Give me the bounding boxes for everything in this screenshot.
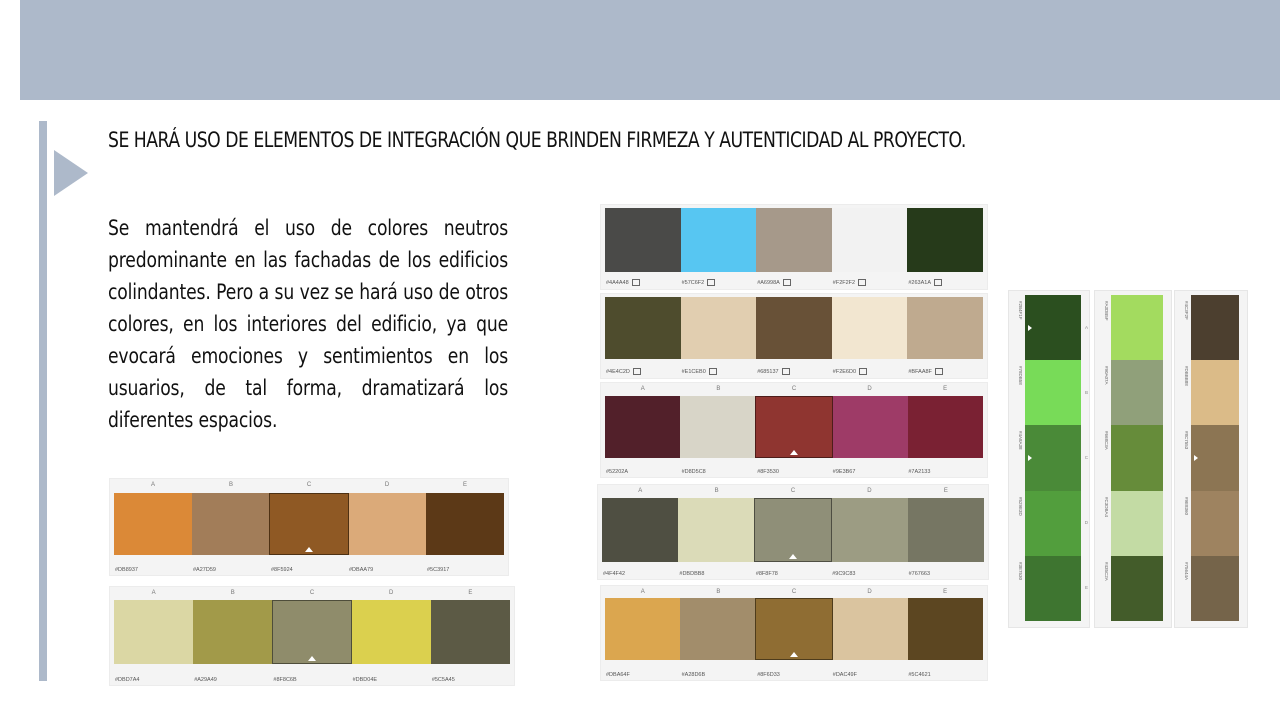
color-swatch[interactable] [1025, 556, 1081, 621]
hex-code-text: #9C9C83 [832, 571, 856, 577]
color-swatch[interactable] [832, 498, 908, 562]
hex-code-label [426, 567, 504, 573]
hex-code-label [831, 571, 907, 577]
color-swatch[interactable] [1111, 556, 1163, 621]
hex-code-text: #A28D6B [681, 672, 706, 678]
color-swatch[interactable] [269, 493, 349, 555]
hex-code-text: #4A4A48 [606, 279, 629, 286]
hex-code-label [681, 279, 757, 286]
color-palette-mid-1 [600, 204, 988, 290]
hex-code-label [832, 368, 908, 375]
hex-code-text: #DBD7A4 [115, 677, 140, 683]
swatch-letter: C [791, 386, 797, 392]
hex-code-text: #E1CEB0 [681, 368, 706, 375]
hex-code-label [756, 279, 832, 286]
color-swatch[interactable] [756, 208, 832, 272]
copy-icon[interactable] [859, 368, 867, 375]
swatch-letter: B [714, 488, 719, 494]
slide-heading: SE HARÁ USO DE ELEMENTOS DE INTEGRACIÓN QUE BRINDEN FIRMEZA Y AUTENTICIDAD AL PROYECTO. [108, 128, 966, 152]
hex-code-label [602, 571, 678, 577]
hex-code-text: #5C4621 [908, 672, 931, 678]
hex-code-text: #8F6D33 [757, 672, 780, 678]
color-swatch[interactable] [272, 600, 353, 664]
color-swatch[interactable] [833, 396, 908, 458]
swatch-letter: A [640, 386, 645, 392]
copy-icon[interactable] [709, 368, 717, 375]
hex-code-label: #A3DB5F [1104, 301, 1109, 321]
color-palette-left-1 [109, 478, 509, 576]
color-swatch[interactable] [833, 598, 908, 660]
hex-code-label [907, 279, 983, 286]
copy-icon[interactable] [782, 368, 790, 375]
hex-code-label [756, 672, 832, 678]
swatch-letter: D [389, 590, 394, 596]
hex-code-text: #57C6F2 [681, 279, 705, 286]
color-swatch[interactable] [1025, 360, 1081, 425]
copy-icon[interactable] [632, 279, 640, 286]
hex-code-label: #435C2A [1104, 561, 1109, 581]
vertical-color-palette-2 [1094, 290, 1172, 628]
swatch-letter: B [230, 590, 235, 596]
hex-code-text: #4F4F42 [603, 571, 626, 577]
hex-code-label [832, 672, 908, 678]
color-swatch[interactable] [114, 600, 193, 664]
color-swatch[interactable] [908, 498, 984, 562]
hex-code-label [681, 672, 757, 678]
color-swatch[interactable] [908, 598, 983, 660]
hex-code-text: #52202A [606, 469, 629, 475]
color-swatch[interactable] [681, 208, 757, 272]
hex-code-label: #8C7553 [1184, 431, 1189, 450]
color-swatch[interactable] [1191, 295, 1239, 360]
hex-code-label: #2B4F1F [1018, 301, 1023, 320]
color-swatch[interactable] [605, 598, 680, 660]
hex-code-label [114, 677, 193, 683]
hex-code-label: #4C3F2F [1184, 301, 1189, 320]
hex-code-text: #DBDBB8 [679, 571, 705, 577]
hex-code-label [114, 567, 192, 573]
hex-code-label: #668C3A [1104, 431, 1109, 451]
swatch-letter: E [468, 590, 473, 596]
color-swatch[interactable] [605, 208, 681, 272]
hex-code-label [907, 672, 983, 678]
color-swatch[interactable] [1111, 425, 1163, 490]
color-swatch[interactable] [680, 598, 755, 660]
hex-code-label [907, 469, 983, 475]
copy-icon[interactable] [633, 368, 641, 375]
color-swatch[interactable] [605, 396, 680, 458]
color-swatch[interactable] [1191, 360, 1239, 425]
swatch-letter: C [791, 589, 797, 595]
color-swatch[interactable] [680, 396, 755, 458]
swatch-letter: E [1084, 585, 1088, 591]
hex-code-label: #3E7530 [1018, 561, 1023, 580]
color-swatch[interactable] [908, 396, 983, 458]
copy-icon[interactable] [935, 368, 943, 375]
accent-bar [39, 121, 47, 681]
color-swatch[interactable] [1191, 425, 1239, 490]
hex-code-text: #F2F2F2 [832, 279, 856, 286]
hex-code-label [605, 672, 681, 678]
hex-code-label: #DBBB88 [1184, 366, 1189, 386]
hex-code-label [756, 469, 832, 475]
color-swatch[interactable] [1111, 491, 1163, 556]
color-swatch[interactable] [832, 297, 908, 359]
hex-code-text: #D8D5C8 [681, 469, 706, 475]
swatch-letter: D [867, 589, 872, 595]
swatch-letter: D [384, 482, 390, 488]
hex-code-text: #A6998A [757, 279, 780, 286]
hex-code-text: #263A1A [908, 279, 932, 286]
swatch-letter: B [716, 589, 721, 595]
swatch-letter: C [306, 482, 312, 488]
hex-code-text: #8F5924 [271, 567, 293, 573]
color-swatch[interactable] [602, 498, 678, 562]
color-palette-mid-5 [600, 585, 988, 681]
hex-code-text: #DBD04E [352, 677, 378, 683]
copy-icon[interactable] [707, 279, 715, 286]
swatch-letter: E [943, 386, 948, 392]
color-palette-mid-3 [600, 382, 988, 478]
copy-icon[interactable] [858, 279, 866, 286]
hex-code-label [832, 279, 908, 286]
color-swatch[interactable] [756, 297, 832, 359]
color-swatch[interactable] [1111, 295, 1163, 360]
color-swatch[interactable] [349, 493, 427, 555]
vertical-color-palette-1 [1008, 290, 1090, 628]
hex-code-text: #8F3530 [757, 469, 779, 475]
color-swatch[interactable] [605, 297, 681, 359]
swatch-letter: A [150, 482, 155, 488]
hex-code-label [605, 469, 681, 475]
hex-code-label [431, 677, 510, 683]
color-swatch[interactable] [755, 598, 832, 660]
swatch-letter: E [943, 589, 948, 595]
hex-code-label [348, 567, 426, 573]
hex-code-text: #5C5A45 [431, 677, 455, 683]
hex-code-label [193, 677, 272, 683]
hex-code-label: #529E3D [1018, 496, 1023, 516]
color-swatch[interactable] [907, 297, 983, 359]
hex-code-text: #5C3917 [427, 567, 450, 573]
hex-code-text: #DBA64F [606, 672, 630, 678]
hex-code-text: #8F8C6B [273, 677, 297, 683]
hex-code-text: #9E3B67 [832, 469, 856, 475]
swatch-letter: C [309, 590, 315, 596]
swatch-letter: A [638, 488, 643, 494]
hex-code-label [908, 571, 984, 577]
hex-code-label [352, 677, 431, 683]
swatch-letter: B [716, 386, 721, 392]
hex-code-label [605, 279, 681, 286]
color-swatch[interactable] [678, 498, 754, 562]
hex-code-label [192, 567, 270, 573]
swatch-letter: B [1084, 389, 1088, 395]
hex-code-label: #78DB58 [1018, 366, 1023, 385]
swatch-letter: D [1084, 520, 1088, 526]
hex-code-text: #4E4C2D [606, 368, 630, 375]
color-swatch[interactable] [1025, 295, 1081, 360]
swatch-letter: A [1084, 324, 1088, 330]
copy-icon[interactable] [934, 279, 942, 286]
color-swatch[interactable] [426, 493, 504, 555]
hex-code-label [681, 469, 757, 475]
color-swatch[interactable] [192, 493, 270, 555]
hex-code-label [605, 368, 681, 375]
color-swatch[interactable] [832, 208, 908, 272]
hex-code-label [681, 368, 757, 375]
hex-code-text: #DAC49F [832, 672, 857, 678]
swatch-letter: C [1084, 455, 1088, 460]
swatch-letter: D [867, 386, 872, 392]
color-swatch[interactable] [1191, 556, 1239, 621]
title-band [20, 0, 1280, 100]
swatch-letter: B [228, 482, 233, 488]
hex-code-label [678, 571, 754, 577]
color-swatch[interactable] [114, 493, 192, 555]
vertical-color-palette-3 [1174, 290, 1248, 628]
play-arrow-icon [54, 150, 88, 196]
hex-code-label [832, 469, 908, 475]
hex-code-text: #BFAA8F [908, 368, 932, 375]
hex-code-label: #75644A [1184, 561, 1189, 580]
hex-code-label [270, 567, 348, 573]
color-swatch[interactable] [1025, 491, 1081, 556]
color-swatch[interactable] [1111, 360, 1163, 425]
copy-icon[interactable] [783, 279, 791, 286]
color-palette-mid-2 [600, 293, 988, 379]
color-swatch[interactable] [1191, 491, 1239, 556]
hex-code-text: #685137 [757, 368, 779, 375]
hex-code-text: #8F8F78 [755, 571, 778, 577]
hex-code-text: #F2E6D0 [832, 368, 857, 375]
swatch-letter: C [790, 488, 796, 494]
hex-code-text: #DBAA79 [349, 567, 374, 573]
slide-body-text: Se mantendrá el uso de colores neutros predominante en las fachadas de los edificios colindantes. Pero a su vez se hará uso de otros colores, en los interiores del edificio, ya que evocará emociones y sentimientos en los usuarios, de tal forma, dramatizará los diferentes espacios. [108, 216, 508, 433]
swatch-letter: E [943, 488, 948, 494]
color-swatch[interactable] [907, 208, 983, 272]
color-swatch[interactable] [431, 600, 510, 664]
hex-code-label: #90A07A [1104, 366, 1109, 385]
hex-code-text: #DB8937 [115, 567, 138, 573]
hex-code-label [755, 571, 831, 577]
swatch-letter: D [867, 488, 872, 494]
swatch-letter: A [640, 589, 645, 595]
hex-code-text: #A27D59 [193, 567, 216, 573]
hex-code-label [756, 368, 832, 375]
color-swatch[interactable] [352, 600, 431, 664]
color-swatch[interactable] [681, 297, 757, 359]
hex-code-label: #C3DBA4 [1104, 496, 1109, 517]
color-palette-left-2 [109, 586, 515, 686]
hex-code-label [907, 368, 983, 375]
color-swatch[interactable] [1025, 425, 1081, 490]
swatch-letter: E [462, 482, 467, 488]
color-palette-mid-4 [597, 484, 989, 580]
hex-code-label: #9E8360 [1184, 496, 1189, 515]
color-swatch[interactable] [755, 396, 832, 458]
swatch-letter: A [151, 590, 156, 596]
hex-code-text: #767663 [908, 571, 931, 577]
hex-code-text: #7A2133 [908, 469, 931, 475]
hex-code-label [272, 677, 351, 683]
color-swatch[interactable] [754, 498, 832, 562]
color-swatch[interactable] [193, 600, 272, 664]
hex-code-label: #4A8A38 [1018, 431, 1023, 450]
hex-code-text: #A29A49 [194, 677, 217, 683]
